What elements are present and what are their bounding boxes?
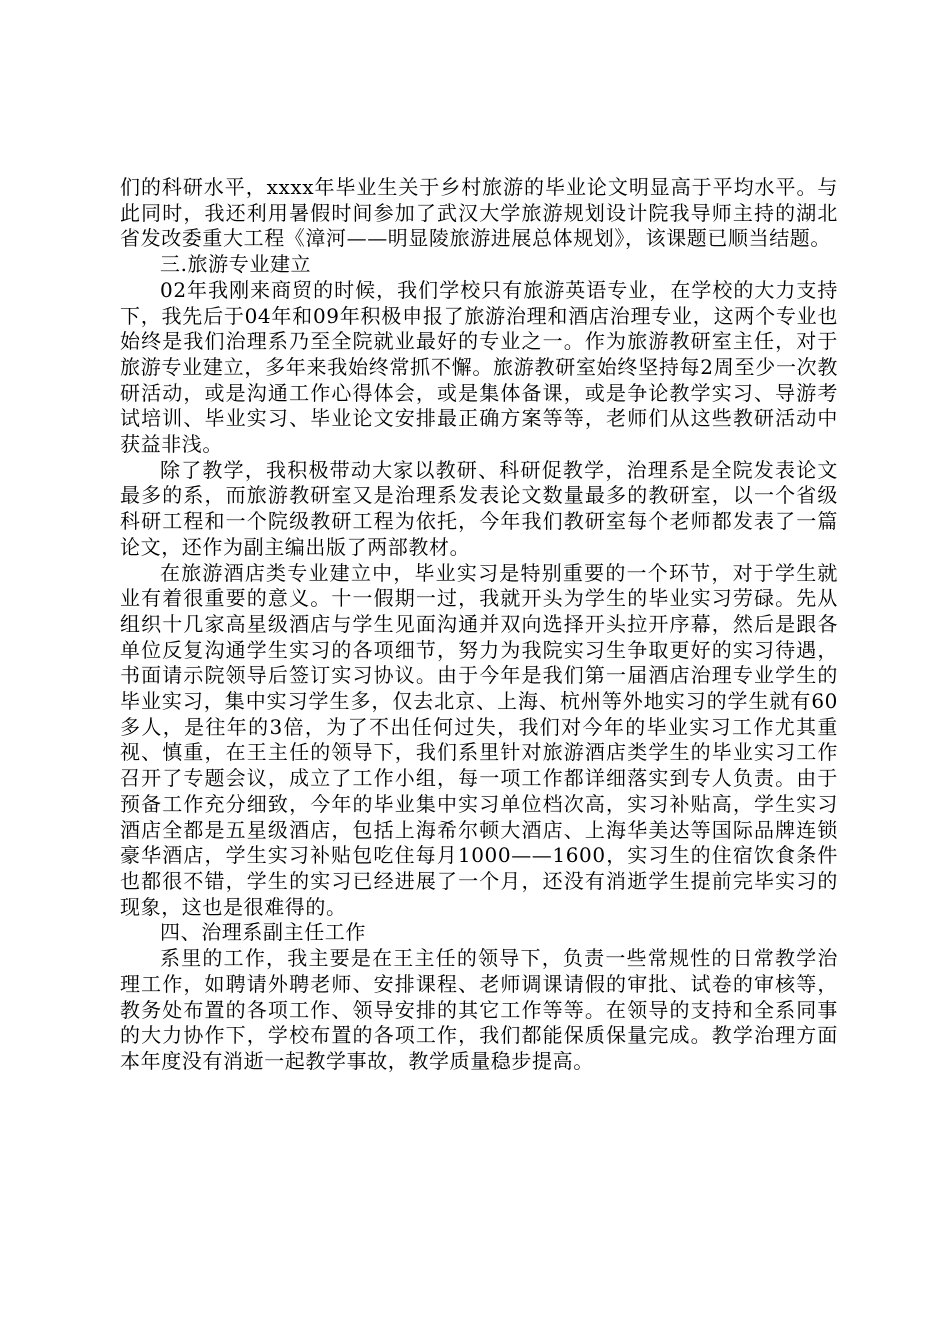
paragraph-internship: 在旅游酒店类专业建立中，毕业实习是特别重要的一个环节，对于学生就业有着很重要的意义。十一假期一过，我就开头为学生的毕业实习劳碌。先从组织十几家高星级酒店与学生见面沟通并双向选择开头拉开序幕，然后是跟各单位反复沟通学生实习的各项细节，努力为我院实习生争取更好的实习待遇，书面请示院领导后签订实习协议。由于今年是我们第一届酒店治理专业学生的毕业实习，集中实习学生多，仅去北京、上海、杭州等外地实习的学生就有60多人，是往年的3倍，为了不出任何过失，我们对今年的毕业实习工作尤其重视、慎重，在王主任的领导下，我们系里针对旅游酒店类学生的毕业实习工作召开了专题会议，成立了工作小组，每一项工作都详细落实到专人负责。由于预备工作充分细致，今年的毕业集中实习单位档次高，实习补贴高，学生实习酒店全都是五星级酒店，包括上海希尔顿大酒店、上海华美达等国际品牌连锁豪华酒店，学生实习补贴包吃住每月1000——1600，实习生的住宿饮食条件也都很不错，学生的实习已经进展了一个月，还没有消逝学生提前完毕实习的现象，这也是很难得的。 bbox=[120, 560, 838, 919]
paragraph-major-history: 02年我刚来商贸的时候，我们学校只有旅游英语专业，在学校的大力支持下，我先后于04年和09年积极申报了旅游治理和酒店治理专业，这两个专业也始终是我们治理系乃至全院就业最好的专业之一。作为旅游教研室主任，对于旅游专业建立，多年来我始终常抓不懈。旅游教研室始终坚持每2周至少一次教研活动，或是沟通工作心得体会，或是集体备课，或是争论教学实习、导游考试培训、毕业实习、毕业论文安排最正确方案等等，老师们从这些教研活动中获益非浅。 bbox=[120, 277, 838, 457]
paragraph-department-work: 系里的工作，我主要是在王主任的领导下，负责一些常规性的日常教学治理工作，如聘请外聘老师、安排课程、老师调课请假的审批、试卷的审核等，教务处布置的各项工作、领导安排的其它工作等等。在领导的支持和全系同事的大力协作下，学校布置的各项工作，我们都能保质保量完成。教学治理方面本年度没有消逝一起教学事故，教学质量稳步提高。 bbox=[120, 946, 838, 1073]
document-body bbox=[120, 175, 838, 1075]
paragraph-research: 除了教学，我积极带动大家以教研、科研促教学，治理系是全院发表论文最多的系，而旅游教研室又是治理系发表论文数量最多的教研室，以一个省级科研工程和一个院级教研工程为依托，今年我们教研室每个老师都发表了一篇论文，还作为副主编出版了两部教材。 bbox=[120, 457, 838, 559]
section-heading-tourism-major: 三.旅游专业建立 bbox=[160, 252, 312, 277]
paragraph-continuation: 们的科研水平，xxxx年毕业生关于乡村旅游的毕业论文明显高于平均水平。与此同时，我还利用暑假时间参加了武汉大学旅游规划设计院我导师主持的湖北省发改委重大工程《漳河——明显陵旅游进展总体规划》，该课题已顺当结题。 bbox=[120, 175, 838, 251]
section-heading-deputy-director: 四、治理系副主任工作 bbox=[160, 920, 366, 945]
